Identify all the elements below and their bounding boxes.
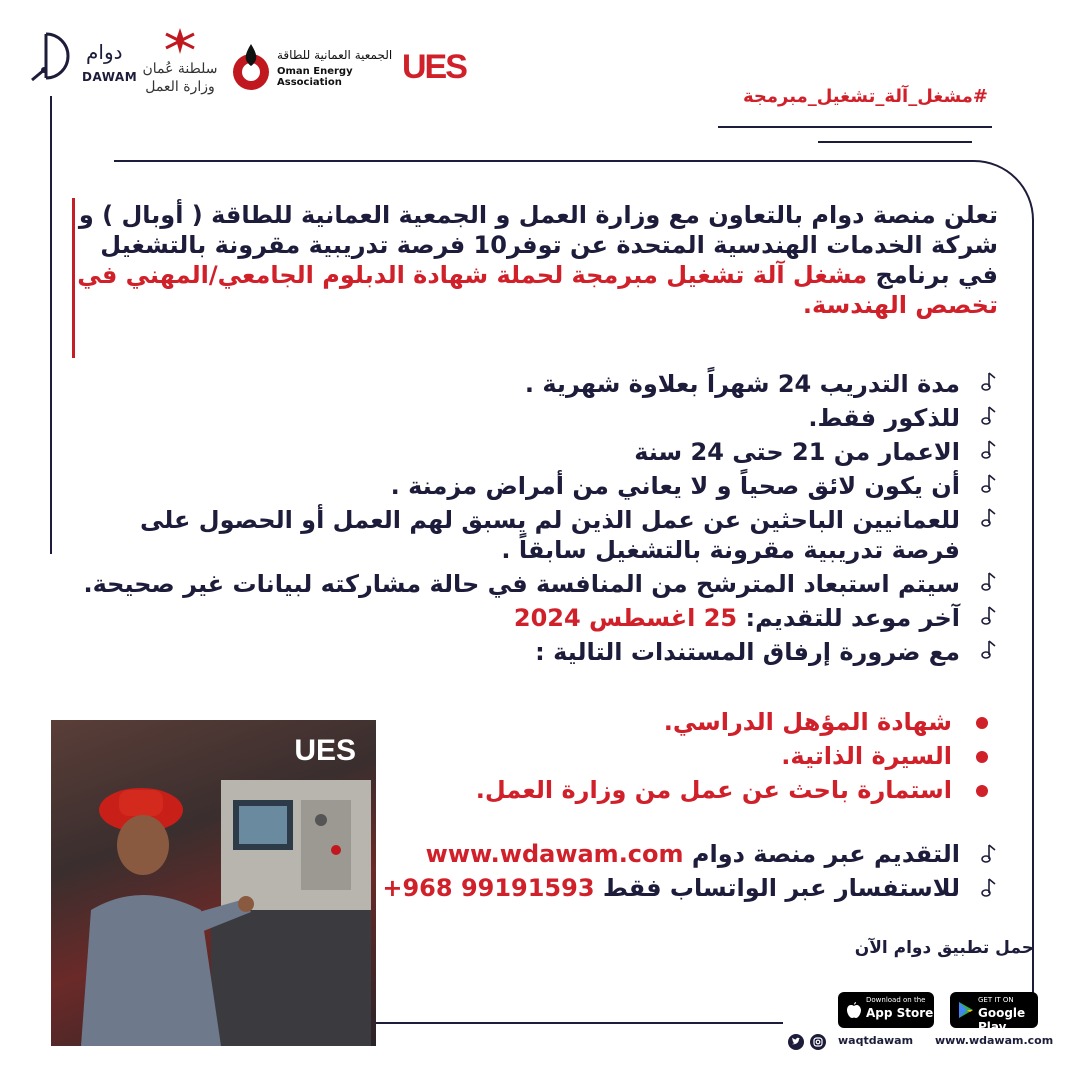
dawam-mark-icon — [30, 28, 80, 88]
apply-list — [382, 837, 998, 905]
list-item — [78, 471, 998, 501]
bullet-dot-icon — [976, 717, 988, 729]
intro-text: تعلن منصة دوام بالتعاون مع وزارة العمل و الجمعية العمانية للطاقة ( أوبال ) و شركة الخدمات الهندسية المتحدة عن توفر10 فرصة تدريبية مقرونة بالتشغيل في برنامج — [78, 201, 998, 289]
ues-logo-text: UES — [402, 48, 466, 86]
document-text: السيرة الذاتية. — [781, 742, 952, 770]
documents-list — [476, 705, 990, 807]
oea-en: Oman Energy Association — [277, 66, 353, 88]
divider — [818, 141, 972, 143]
requirement-text: للعمانيين الباحثين عن عمل الذين لم يسبق لهم العمل أو الحصول على فرصة تدريبية مقرونة بالتشغيل سابقاً . — [139, 506, 960, 564]
attach-item — [78, 637, 998, 667]
music-note-icon — [978, 439, 998, 461]
music-note-icon — [978, 843, 998, 865]
gplay-small: GET IT ON — [978, 996, 1014, 1004]
google-play-icon — [957, 1001, 975, 1019]
appstore-small: Download on the — [866, 996, 926, 1004]
list-item — [78, 369, 998, 399]
music-note-icon — [978, 877, 998, 899]
ministry-logo — [135, 26, 225, 106]
list-item — [476, 773, 990, 807]
gplay-big: Google Play — [978, 1006, 1026, 1034]
attach-label: مع ضرورة إرفاق المستندات التالية : — [535, 638, 960, 666]
music-note-icon — [978, 371, 998, 393]
oea-logo — [225, 40, 395, 100]
intro-paragraph — [68, 200, 998, 320]
list-item — [78, 505, 998, 565]
document-text: استمارة باحث عن عمل من وزارة العمل. — [475, 776, 952, 804]
list-item — [476, 705, 990, 739]
music-note-icon — [978, 507, 998, 529]
list-item — [476, 739, 990, 773]
requirement-text: للذكور فقط. — [808, 404, 960, 432]
photo-watermark: UES — [294, 734, 356, 767]
apply-item — [382, 837, 998, 871]
worker-photo — [51, 720, 376, 1046]
opal-drop-icon — [229, 44, 271, 96]
twitter-icon[interactable] — [788, 1034, 804, 1050]
bullet-dot-icon — [976, 751, 988, 763]
dawam-logo — [30, 28, 140, 98]
dawam-ar: دوام — [86, 40, 123, 64]
bottom-divider — [375, 1022, 783, 1024]
whatsapp-label: للاستفسار عبر الواتساب فقط — [594, 874, 960, 902]
apply-link[interactable]: www.wdawam.com — [425, 840, 684, 868]
list-item — [78, 403, 998, 433]
requirements-list — [78, 369, 998, 671]
instagram-icon[interactable] — [810, 1034, 826, 1050]
document-text: شهادة المؤهل الدراسي. — [663, 708, 952, 736]
ues-logo — [398, 40, 468, 90]
list-item — [78, 569, 998, 599]
footer-website[interactable]: www.wdawam.com — [935, 1034, 1054, 1047]
hashtag: #مشغل_آلة_تشغيل_مبرمجة — [743, 86, 988, 107]
appstore-big: App Store — [866, 1006, 934, 1020]
deadline-label: آخر موعد للتقديم: — [737, 604, 960, 632]
requirement-text: مدة التدريب 24 شهراً بعلاوة شهرية . — [524, 370, 960, 398]
ministry-line1: سلطنة عُمان — [142, 61, 218, 77]
app-store-button[interactable] — [838, 992, 934, 1028]
google-play-button[interactable] — [950, 992, 1038, 1034]
social-handle[interactable]: waqtdawam — [838, 1034, 914, 1047]
bullet-dot-icon — [976, 785, 988, 797]
intro-highlight: مشغل آلة تشغيل مبرمجة لحملة شهادة الدبلوم الجامعي/المهني في تخصص الهندسة. — [77, 261, 998, 319]
music-note-icon — [978, 639, 998, 661]
music-note-icon — [978, 605, 998, 627]
whatsapp-number[interactable]: +968 99191593 — [382, 874, 595, 902]
requirement-text: سيتم استبعاد المترشح من المنافسة في حالة مشاركته لبيانات غير صحيحة. — [83, 570, 960, 598]
apply-label: التقديم عبر منصة دوام — [683, 840, 960, 868]
deadline-date: 25 اغسطس 2024 — [513, 604, 738, 632]
music-note-icon — [978, 571, 998, 593]
oea-ar: الجمعية العمانية للطاقة — [277, 48, 393, 62]
cnc-operator-illustration — [51, 720, 376, 1046]
music-note-icon — [978, 473, 998, 495]
deadline-item — [78, 603, 998, 633]
requirement-text: أن يكون لائق صحياً و لا يعاني من أمراض مزمنة . — [390, 472, 960, 500]
khanjar-emblem-icon — [160, 26, 200, 56]
download-app-text: حمل تطبيق دوام الآن — [854, 938, 1034, 958]
left-accent-line — [50, 96, 52, 554]
music-note-icon — [978, 405, 998, 427]
list-item — [78, 437, 998, 467]
divider — [718, 126, 992, 128]
dawam-en: DAWAM — [82, 70, 138, 84]
whatsapp-item — [382, 871, 998, 905]
requirement-text: الاعمار من 21 حتى 24 سنة — [634, 438, 960, 466]
apple-icon — [845, 1001, 863, 1019]
ministry-line2: وزارة العمل — [145, 79, 215, 95]
